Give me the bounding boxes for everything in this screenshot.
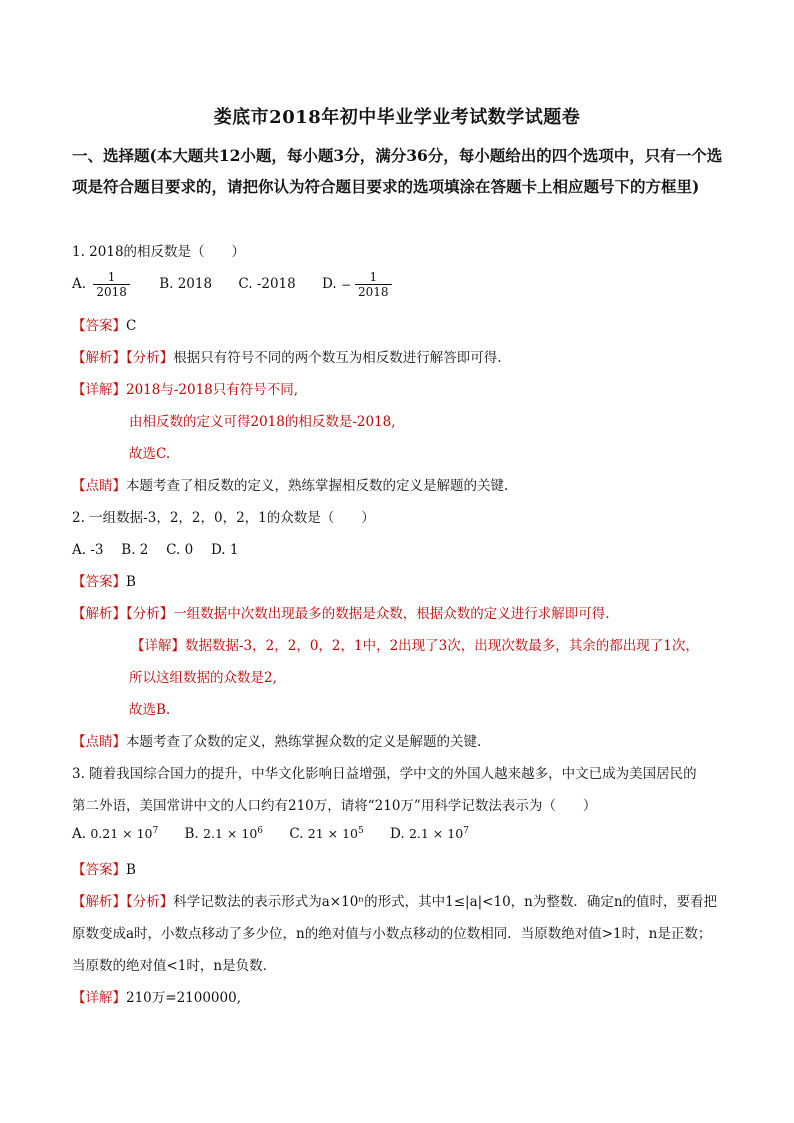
q2-answer: 【答案】B bbox=[72, 574, 136, 590]
q3-answer: 【答案】B bbox=[72, 862, 136, 878]
q3-option-a: A. $0.21 \times 10^7$ bbox=[72, 826, 159, 843]
q1-detail-3: 故选C. bbox=[129, 446, 171, 462]
fraction: $\frac{1}{2018}$ bbox=[93, 270, 130, 299]
q2-options: A. -3 B. 2 C. 0 D. 1 bbox=[72, 542, 239, 558]
q3-option-c: C. $21 \times 10^5$ bbox=[289, 826, 364, 843]
q3-analysis-2: 原数变成a时，小数点移动了多少位，n的绝对值与小数点移动的位数相同．当原数绝对值>1时，n是正数； bbox=[72, 926, 712, 942]
q3-stem-line1: 3. 随着我国综合国力的提升，中华文化影响日益增强，学中文的外国人越来越多，中文已成为美国居民的 bbox=[72, 766, 697, 782]
q1-options bbox=[72, 270, 417, 299]
q2-analysis: 【解析】【分析】一组数据中次数出现最多的数据是众数，根据众数的定义进行求解即可得. bbox=[72, 606, 610, 622]
q1-stem: 1. 2018的相反数是（ ） bbox=[72, 244, 246, 260]
q1-detail: 【详解】2018与-2018只有符号不同, bbox=[72, 382, 299, 398]
q1-detail-2: 由相反数的定义可得2018的相反数是-2018, bbox=[129, 414, 396, 430]
q3-analysis: 【解析】【分析】科学记数法的表示形式为a×10ⁿ的形式，其中1≤|a|<10，n为整数．确定n的值时，要看把 bbox=[72, 894, 718, 910]
section-header: 一、选择题(本大题共12小题，每小题3分，满分36分，每小题给出的四个选项中，只有一个选项是符合题目要求的，请把你认为符合题目要求的选项填涂在答题卡上相应题号下的方框里) bbox=[72, 146, 723, 196]
q3-analysis-3: 当原数的绝对值<1时，n是负数． bbox=[72, 958, 277, 974]
fraction: $\frac{1}{2018}$ bbox=[355, 270, 392, 299]
q1-note: 【点睛】本题考查了相反数的定义，熟练掌握相反数的定义是解题的关键. bbox=[72, 478, 509, 494]
q1-option-a: A. $\frac{1}{2018}$ bbox=[72, 270, 133, 299]
q1-answer: 【答案】C bbox=[72, 318, 137, 334]
q1-analysis: 【解析】【分析】根据只有符号不同的两个数互为相反数进行解答即可得. bbox=[72, 350, 502, 366]
q3-option-d: D. $2.1 \times 10^7$ bbox=[390, 826, 469, 843]
q1-option-c: C. -2018 bbox=[238, 276, 296, 292]
q2-detail-2: 所以这组数据的众数是2, bbox=[129, 670, 277, 686]
q3-detail: 【详解】210万=2100000, bbox=[72, 990, 241, 1006]
q1-option-d: D. − $\frac{1}{2018}$ bbox=[322, 270, 395, 299]
q3-options bbox=[72, 826, 491, 842]
q2-note: 【点睛】本题考查了众数的定义，熟练掌握众数的定义是解题的关键. bbox=[72, 734, 482, 750]
q2-detail-3: 故选B. bbox=[129, 702, 171, 718]
page-title: 娄底市2018年初中毕业学业考试数学试题卷 bbox=[213, 107, 581, 128]
q2-detail: 【详解】数据数据-3，2，2，0，2，1中，2出现了3次，出现次数最多，其余的都出现了1次， bbox=[131, 638, 699, 654]
q2-stem: 2. 一组数据-3，2，2，0，2，1的众数是（ ） bbox=[72, 510, 375, 526]
q3-option-b: B. $2.1 \times 10^6$ bbox=[184, 826, 264, 843]
q1-option-b: B. 2018 bbox=[159, 276, 213, 292]
q3-stem-line2: 第二外语，美国常讲中文的人口约有210万，请将“210万”用科学记数法表示为（ ） bbox=[72, 798, 597, 814]
